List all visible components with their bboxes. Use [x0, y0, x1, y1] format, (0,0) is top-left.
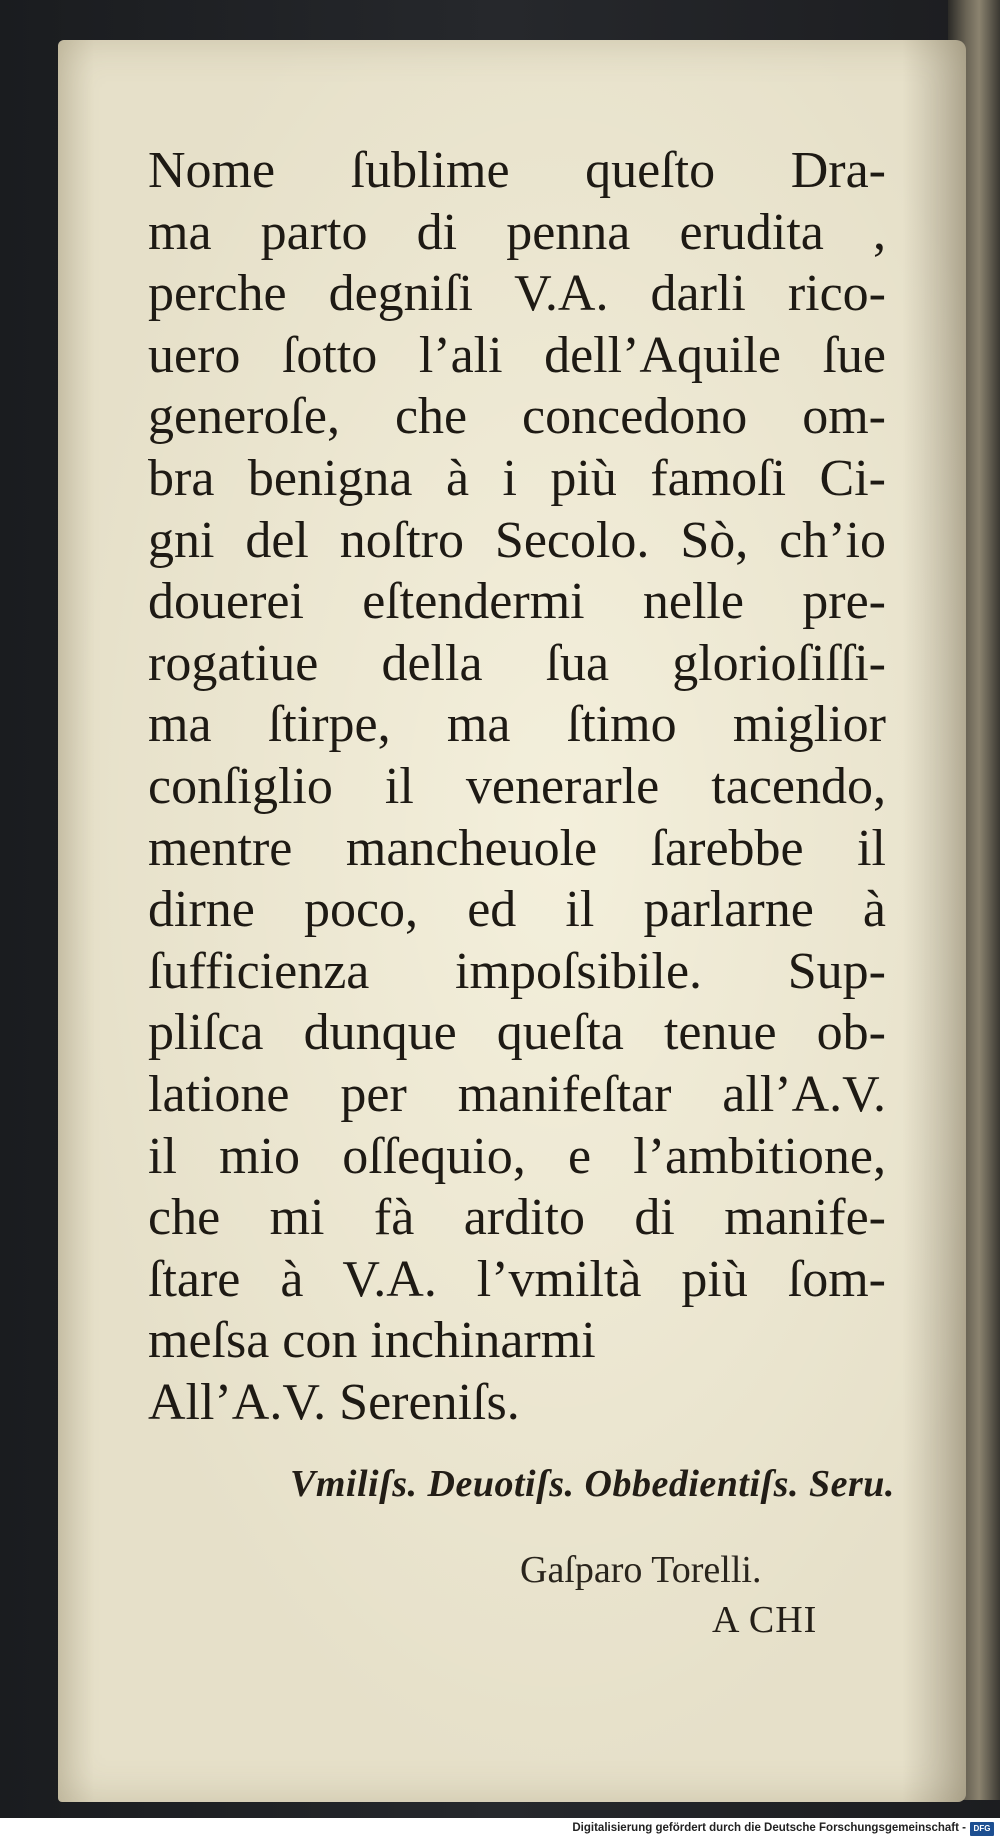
- text-line: ma ſtirpe, ma ſtimo miglior: [148, 696, 886, 754]
- dfg-logo-icon: DFG: [970, 1822, 994, 1836]
- dedication-text: [148, 140, 886, 1433]
- text-line: rogatiue della ſua glorioſiſſi-: [148, 634, 886, 692]
- text-line: perche degniſi V.A. darli rico-: [148, 265, 886, 323]
- text-line: che mi fà ardito di manife-: [148, 1189, 886, 1247]
- text-line: ſufficienza impoſsibile. Sup-: [148, 942, 886, 1000]
- text-line: uero ſotto l’ali dell’Aquile ſue: [148, 326, 886, 384]
- text-line: conſiglio il venerarle tacendo,: [148, 757, 886, 815]
- text-line: Nome ſublime queſto Dra-: [148, 142, 886, 199]
- text-line: il mio oſſequio, e l’ambitione,: [148, 1127, 886, 1185]
- text-line: meſsa con inchinarmi: [148, 1312, 596, 1370]
- text-line: mentre mancheuole ſarebbe il: [148, 819, 886, 877]
- text-line: generoſe, che concedono om-: [148, 388, 886, 446]
- text-line: dirne poco, ed il parlarne à: [148, 881, 886, 939]
- text-line: ſtare à V.A. l’vmiltà più ſom-: [148, 1250, 886, 1308]
- text-line: All’A.V. Sereniſs.: [148, 1373, 520, 1431]
- signature-closing: Vmiliſs. Deuotiſs. Obbedientiſs. Seru.: [290, 1463, 895, 1505]
- catchword: A CHI: [712, 1599, 818, 1641]
- text-line: gni del noſtro Secolo. Sò, ch’io: [148, 511, 886, 569]
- text-line: pliſca dunque queſta tenue ob-: [148, 1004, 886, 1062]
- text-line: bra benigna à i più famoſi Ci-: [148, 449, 886, 507]
- text-line: ma parto di penna erudita ,: [148, 203, 886, 261]
- author-name: Gaſparo Torelli.: [520, 1549, 762, 1591]
- text-line: latione per manifeſtar all’A.V.: [148, 1065, 886, 1123]
- text-line: douerei eſtendermi nelle pre-: [148, 573, 886, 631]
- footer-credit: Digitalisierung gefördert durch die Deutsche Forschungsgemeinschaft -: [572, 1822, 966, 1834]
